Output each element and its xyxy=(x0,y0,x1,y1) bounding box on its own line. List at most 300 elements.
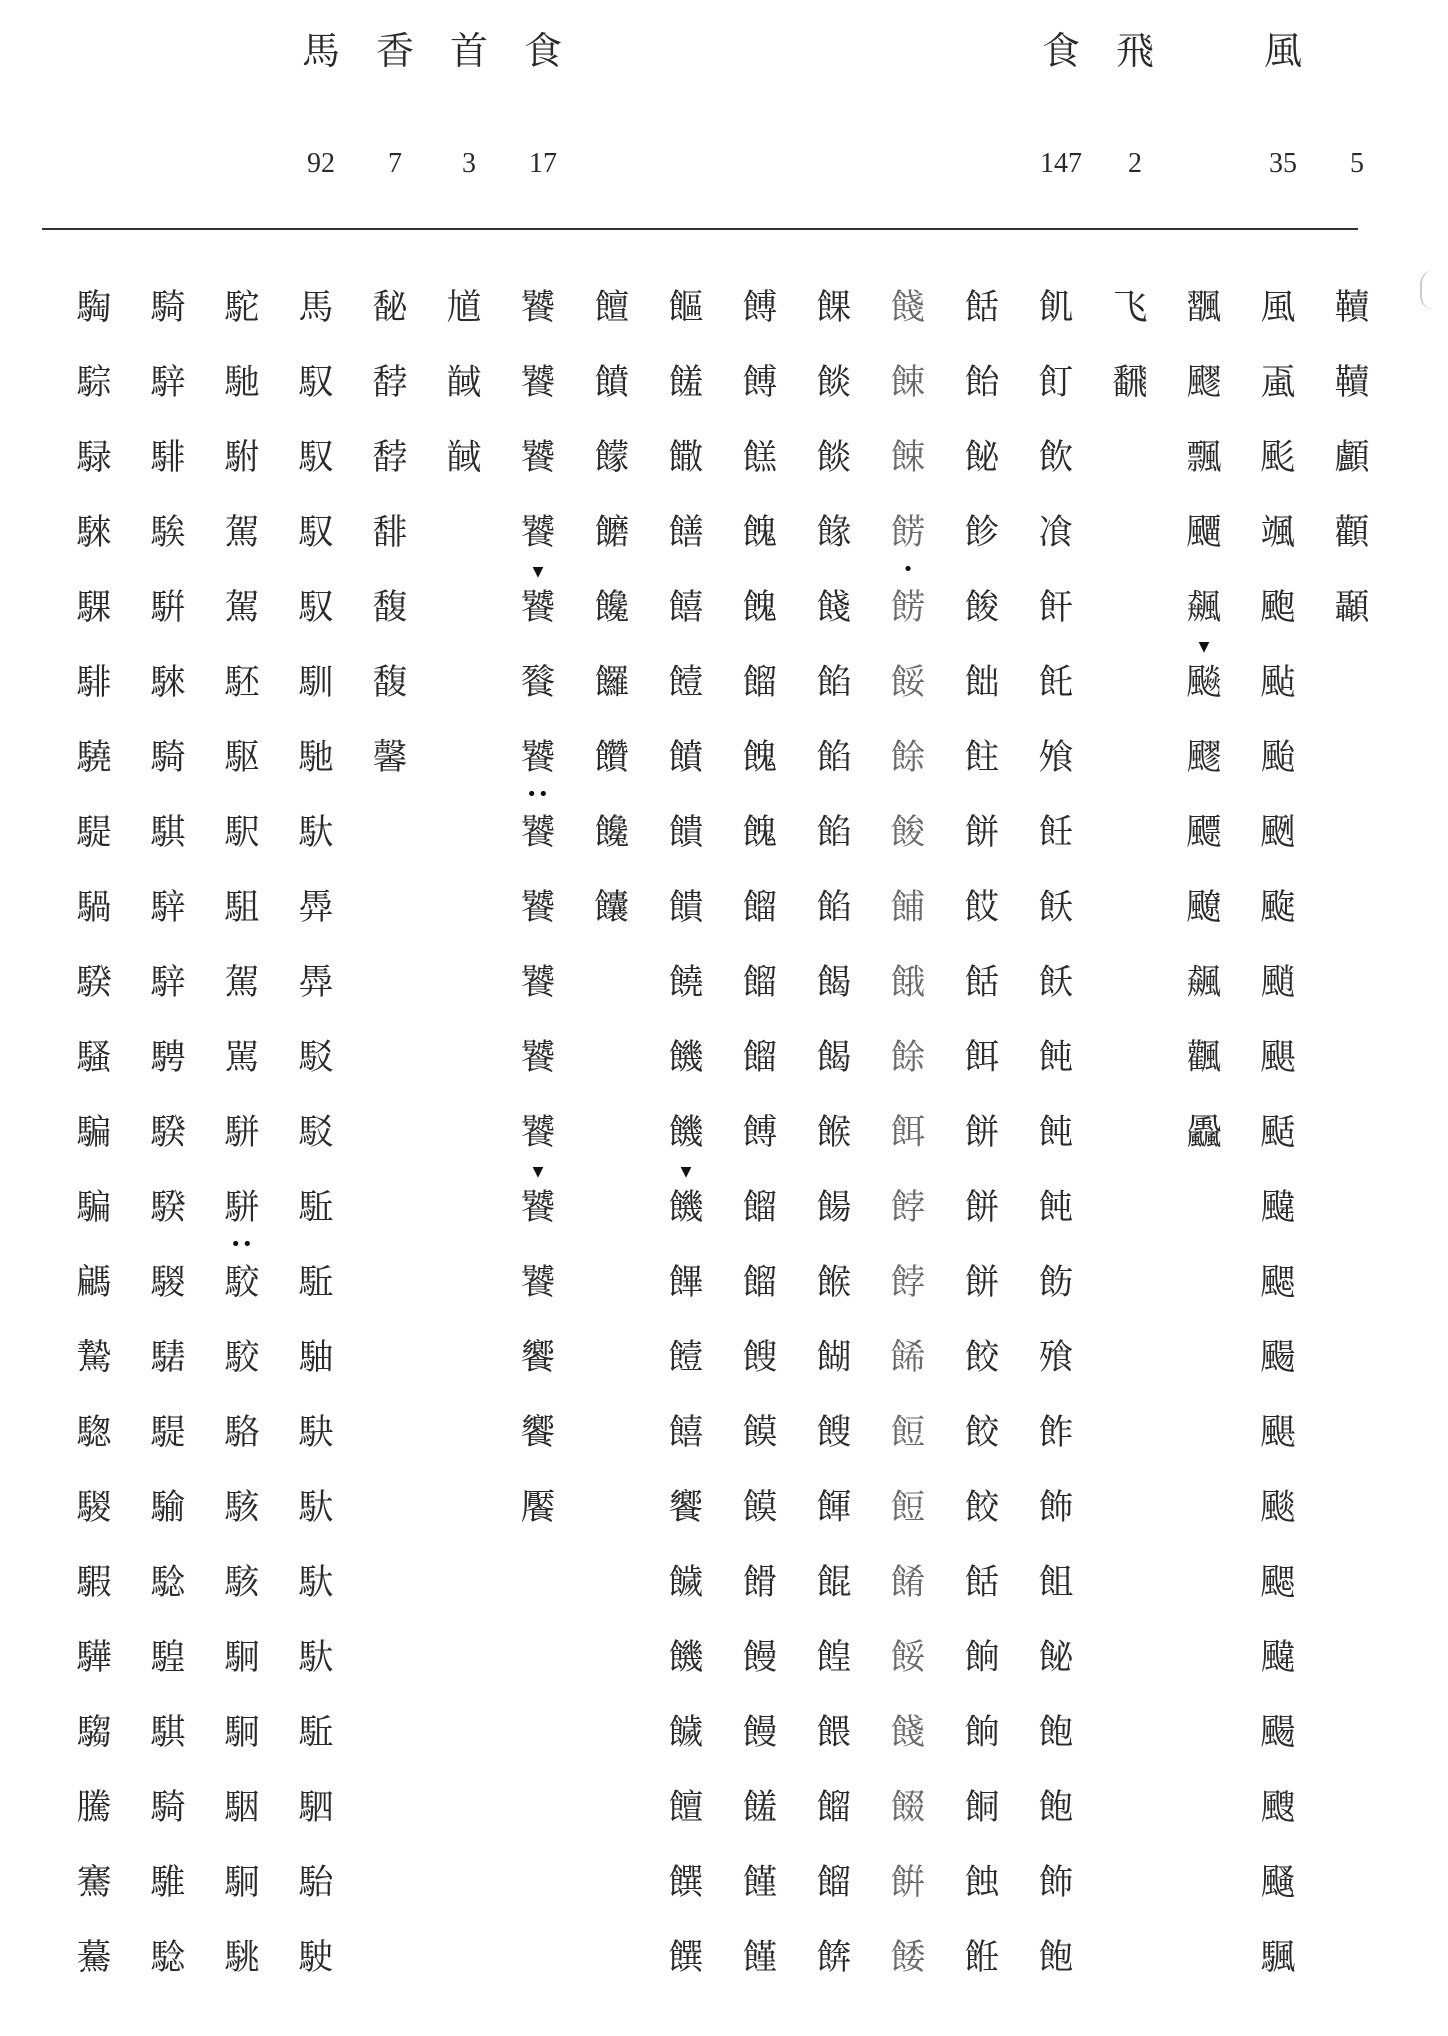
character-cell: 飿 xyxy=(964,663,1000,703)
character-cell: 餂 xyxy=(964,288,1000,328)
character-cell: 饆 xyxy=(668,1263,704,1303)
character-cell: 饅 xyxy=(742,1638,778,1678)
character-cell: 餟 xyxy=(890,1788,926,1828)
character-cell: 餃 xyxy=(964,1488,1000,1528)
character-cell: 飧 xyxy=(1038,738,1074,778)
character-cell: 騗 xyxy=(76,1263,112,1303)
character-cell: 饑 xyxy=(668,1113,704,1153)
character-cell: 馞 xyxy=(372,438,408,478)
character-cell: 馥 xyxy=(372,663,408,703)
character-cell: 駕 xyxy=(224,513,260,553)
character-cell: 餁 xyxy=(964,1938,1000,1978)
character-cell: 蝕 xyxy=(964,1863,1000,1903)
character-cell: 颾 xyxy=(1260,1863,1296,1903)
character-cell: 饇 xyxy=(668,288,704,328)
character-cell: 騟 xyxy=(150,1488,186,1528)
character-cell: 飷 xyxy=(1038,1563,1074,1603)
character-cell: 餛 xyxy=(816,1563,852,1603)
character-cell: 颹 xyxy=(1260,1638,1296,1678)
character-cell: 飲 xyxy=(1038,438,1074,478)
character-cell: 馭 xyxy=(298,513,334,553)
character-cell: 餙 xyxy=(890,1338,926,1378)
character-cell: 餘 xyxy=(890,738,926,778)
character-cell: 飳 xyxy=(964,738,1000,778)
character-column xyxy=(358,278,422,803)
character-cell: 駮 xyxy=(224,1338,260,1378)
character-cell: 騁 xyxy=(150,1038,186,1078)
radical-count: 7 xyxy=(388,148,402,179)
character-cell: 騜 xyxy=(150,1638,186,1678)
character-cell: 餽 xyxy=(742,513,778,553)
character-cell: 餡 xyxy=(816,813,852,853)
character-cell: 颺 xyxy=(1260,1338,1296,1378)
character-cell: 餞 xyxy=(816,588,852,628)
character-cell: 饍 xyxy=(668,513,704,553)
character-cell: 餬 xyxy=(816,1338,852,1378)
character-cell: 飦 xyxy=(1038,588,1074,628)
character-cell: 餜 xyxy=(816,288,852,328)
character-cell: 颸 xyxy=(1260,1563,1296,1603)
character-column xyxy=(654,278,718,2003)
character-cell: 餃 xyxy=(964,1338,1000,1378)
character-cell: 颸 xyxy=(1260,1263,1296,1303)
character-column xyxy=(950,278,1014,2003)
radical-count: 2 xyxy=(1128,148,1142,179)
character-cell: 餘 xyxy=(890,1038,926,1078)
character-cell: 饃 xyxy=(742,1413,778,1453)
character-cell: 餔 xyxy=(890,888,926,928)
character-cell: 駣 xyxy=(224,1938,260,1978)
character-cell: • 餝 xyxy=(876,578,940,653)
character-cell: 饌 xyxy=(668,1863,704,1903)
radical-count: 5 xyxy=(1350,148,1364,179)
character-cell: ▼ 饕 xyxy=(506,578,570,653)
character-cell: 饡 xyxy=(594,738,630,778)
character-cell: 餉 xyxy=(964,1713,1000,1753)
character-cell: 餂 xyxy=(964,963,1000,1003)
character-cell: 駱 xyxy=(224,1413,260,1453)
character-cell: 騢 xyxy=(76,1563,112,1603)
character-cell: 駁 xyxy=(298,1038,334,1078)
character-cell: 餚 xyxy=(890,1563,926,1603)
character-cell: 驀 xyxy=(76,1938,112,1978)
character-cell: 駘 xyxy=(298,1863,334,1903)
character-cell: 駰 xyxy=(224,1788,260,1828)
character-cell: 饑 xyxy=(668,1638,704,1678)
character-cell: 餲 xyxy=(816,963,852,1003)
character-cell: 餿 xyxy=(742,1338,778,1378)
character-cell: 饈 xyxy=(668,363,704,403)
character-cell: 飁 xyxy=(1186,288,1222,328)
character-cell: 馱 xyxy=(298,1638,334,1678)
character-cell: 駙 xyxy=(224,438,260,478)
radical-label: 首 xyxy=(449,29,488,73)
radical-label: 香 xyxy=(375,29,414,73)
character-cell: 颩 xyxy=(1260,438,1296,478)
character-cell: 駃 xyxy=(298,1413,334,1453)
character-cell: 騞 xyxy=(150,1338,186,1378)
character-cell: 颹 xyxy=(1260,1188,1296,1228)
character-cell: 饘 xyxy=(668,1788,704,1828)
character-cell: 飩 xyxy=(1038,1188,1074,1228)
character-cell: 馱 xyxy=(298,1488,334,1528)
character-cell: 駢 xyxy=(224,1113,260,1153)
character-cell: 餤 xyxy=(816,363,852,403)
character-cell: 騃 xyxy=(150,513,186,553)
character-cell: 騂 xyxy=(150,363,186,403)
character-column xyxy=(210,278,274,2003)
character-cell: 駉 xyxy=(224,1638,260,1678)
character-cell: 駉 xyxy=(224,1713,260,1753)
character-cell: 颲 xyxy=(1260,813,1296,853)
character-cell: 餻 xyxy=(742,438,778,478)
character-cell: 驍 xyxy=(76,738,112,778)
character-cell: 餅 xyxy=(964,1188,1000,1228)
character-cell: 饑 xyxy=(668,1038,704,1078)
character-cell: 颴 xyxy=(1260,888,1296,928)
character-cell: 餇 xyxy=(964,1788,1000,1828)
character-cell: 颶 xyxy=(1260,1413,1296,1453)
character-cell: 騂 xyxy=(150,963,186,1003)
character-cell: 騤 xyxy=(76,963,112,1003)
character-cell: 馳 xyxy=(224,363,260,403)
character-cell: 騎 xyxy=(150,1788,186,1828)
character-cell: 騎 xyxy=(150,738,186,778)
character-cell: ▼ 飈 xyxy=(1172,653,1236,728)
character-cell: 飶 xyxy=(1038,1638,1074,1678)
character-cell: 騣 xyxy=(76,1488,112,1528)
character-column xyxy=(284,278,348,2003)
character-cell: 駈 xyxy=(298,1263,334,1303)
character-cell: 餠 xyxy=(890,1863,926,1903)
character-cell: 餅 xyxy=(964,813,1000,853)
character-cell: 騤 xyxy=(150,1188,186,1228)
character-cell: 騍 xyxy=(76,588,112,628)
character-cell: 騫 xyxy=(76,1863,112,1903)
character-cell: 餕 xyxy=(890,813,926,853)
character-cell: 餕 xyxy=(964,588,1000,628)
character-cell: 饌 xyxy=(668,1938,704,1978)
character-cell: 颷 xyxy=(1260,1488,1296,1528)
page-edge-mark xyxy=(1420,270,1436,310)
character-column xyxy=(432,278,496,503)
character-cell: 餴 xyxy=(816,1938,852,1978)
character-cell: 騣 xyxy=(150,1263,186,1303)
character-cell: 飞 xyxy=(1112,288,1148,328)
character-cell: 餗 xyxy=(890,363,926,403)
character-cell: 饎 xyxy=(668,1413,704,1453)
radical-count: 3 xyxy=(462,148,476,179)
character-cell: 餱 xyxy=(816,1263,852,1303)
character-cell: 餡 xyxy=(816,663,852,703)
character-cell: 餅 xyxy=(964,1113,1000,1153)
character-cell: 餞 xyxy=(890,288,926,328)
character-cell: 餀 xyxy=(964,888,1000,928)
character-cell: 颳 xyxy=(1260,1113,1296,1153)
character-cell: 馵 xyxy=(298,888,334,928)
character-cell: 餒 xyxy=(890,1638,926,1678)
radical-label: 馬 xyxy=(301,29,340,73)
character-column xyxy=(1246,278,1310,2003)
character-cell: 餽 xyxy=(742,813,778,853)
character-cell: 騐 xyxy=(150,1563,186,1603)
radical-count: 147 xyxy=(1040,148,1082,179)
character-cell: 駎 xyxy=(298,1338,334,1378)
character-cell: 餝 xyxy=(890,513,926,553)
character-cell: 颱 xyxy=(1260,738,1296,778)
character-cell: 飫 xyxy=(1038,963,1074,1003)
character-cell: 餿 xyxy=(816,1413,852,1453)
character-cell: 馡 xyxy=(372,513,408,553)
character-cell: 餺 xyxy=(742,363,778,403)
character-cell: 餌 xyxy=(964,1038,1000,1078)
character-cell: 餽 xyxy=(742,588,778,628)
character-cell: 饋 xyxy=(668,813,704,853)
character-column xyxy=(728,278,792,2003)
character-cell: 颺 xyxy=(1260,1713,1296,1753)
character-cell: 風 xyxy=(1260,288,1296,328)
character-cell: 饕 xyxy=(520,438,556,478)
character-cell: 顳 xyxy=(1334,588,1370,628)
character-cell: 駢 xyxy=(224,1188,260,1228)
character-cell: 饘 xyxy=(594,288,630,328)
character-cell: 餧 xyxy=(890,1938,926,1978)
character-cell: 颭 xyxy=(1260,663,1296,703)
character-cell: 馘 xyxy=(446,438,482,478)
character-cell: 騏 xyxy=(150,1713,186,1753)
character-cell: 餺 xyxy=(742,1113,778,1153)
character-cell: 駆 xyxy=(224,738,260,778)
character-cell: 馱 xyxy=(298,1563,334,1603)
character-cell: 颼 xyxy=(1260,1788,1296,1828)
character-cell: 餤 xyxy=(816,438,852,478)
character-cell: 騎 xyxy=(150,288,186,328)
character-cell: 駝 xyxy=(224,288,260,328)
character-cell: 馳 xyxy=(298,738,334,778)
character-cell: 騙 xyxy=(76,1113,112,1153)
character-cell: 饕 xyxy=(520,738,556,778)
character-cell: 餱 xyxy=(816,1113,852,1153)
character-cell: •• 饕 xyxy=(506,803,570,878)
character-cell: 韇 xyxy=(1334,288,1370,328)
character-cell: 饙 xyxy=(668,738,704,778)
character-cell: 駉 xyxy=(224,1863,260,1903)
character-cell: 餓 xyxy=(890,963,926,1003)
character-cell: 騋 xyxy=(76,513,112,553)
character-cell: 饉 xyxy=(742,1938,778,1978)
character-cell: 饉 xyxy=(742,1863,778,1903)
character-cell: 饐 xyxy=(668,663,704,703)
character-cell: 駓 xyxy=(224,663,260,703)
character-cell: 颪 xyxy=(1260,363,1296,403)
character-cell: 馴 xyxy=(298,663,334,703)
character-cell: 騊 xyxy=(76,288,112,328)
character-cell: 馱 xyxy=(298,813,334,853)
character-cell: 騤 xyxy=(150,1113,186,1153)
character-cell: 騺 xyxy=(76,1338,112,1378)
character-cell: 饛 xyxy=(594,438,630,478)
character-cell: 飃 xyxy=(1186,813,1222,853)
character-cell: 騠 xyxy=(76,813,112,853)
character-cell: 馗 xyxy=(446,288,482,328)
character-cell: 飶 xyxy=(964,438,1000,478)
character-column xyxy=(136,278,200,2003)
character-cell: 饊 xyxy=(668,438,704,478)
character-cell: 餃 xyxy=(964,1413,1000,1453)
character-cell: 騶 xyxy=(76,1713,112,1753)
character-cell: 騋 xyxy=(150,663,186,703)
character-cell: 餺 xyxy=(742,288,778,328)
character-cell: 飴 xyxy=(964,363,1000,403)
character-cell: 飉 xyxy=(1186,888,1222,928)
character-cell: 顴 xyxy=(1334,513,1370,553)
character-cell: 騏 xyxy=(150,813,186,853)
character-cell: 騘 xyxy=(76,1413,112,1453)
character-cell: 飢 xyxy=(1038,288,1074,328)
character-cell: 餶 xyxy=(742,1563,778,1603)
radical-label: 食 xyxy=(523,29,562,73)
character-cell: 餫 xyxy=(816,1488,852,1528)
character-cell: 饒 xyxy=(668,963,704,1003)
radical-count: 17 xyxy=(529,148,557,179)
character-cell: 馘 xyxy=(446,363,482,403)
character-cell: 餾 xyxy=(816,1863,852,1903)
character-cell: 餾 xyxy=(816,1788,852,1828)
character-cell: 騅 xyxy=(150,1863,186,1903)
character-cell: 餉 xyxy=(964,1638,1000,1678)
character-cell: 饐 xyxy=(668,1338,704,1378)
character-cell: 颮 xyxy=(1260,588,1296,628)
character-cell: 餭 xyxy=(816,1638,852,1678)
character-cell: 饃 xyxy=(742,1488,778,1528)
character-cell: 餾 xyxy=(742,963,778,1003)
character-cell: 饅 xyxy=(742,1713,778,1753)
character-cell: 騠 xyxy=(150,1413,186,1453)
character-cell: 饕 xyxy=(520,1263,556,1303)
character-cell: 騑 xyxy=(150,438,186,478)
character-cell: 駁 xyxy=(298,1113,334,1153)
radical-count: 35 xyxy=(1269,148,1297,179)
character-cell: 馬 xyxy=(298,288,334,328)
character-cell: 馭 xyxy=(298,363,334,403)
character-cell: 餾 xyxy=(742,1188,778,1228)
character-cell: 饈 xyxy=(742,1788,778,1828)
character-cell: 餾 xyxy=(742,1263,778,1303)
character-cell: 飱 xyxy=(1038,1338,1074,1378)
character-cell: 馝 xyxy=(372,288,408,328)
radical-label: 飛 xyxy=(1115,29,1154,73)
character-cell: 饕 xyxy=(520,1113,556,1153)
character-cell: 駕 xyxy=(224,588,260,628)
character-cell: 驊 xyxy=(76,1638,112,1678)
character-cell: 騂 xyxy=(150,888,186,928)
character-cell: 颶 xyxy=(1260,1038,1296,1078)
character-cell: 駡 xyxy=(224,1038,260,1078)
character-cell: 颵 xyxy=(1260,963,1296,1003)
character-cell: 馞 xyxy=(372,363,408,403)
character-cell: 颿 xyxy=(1260,1938,1296,1978)
radical-label: 風 xyxy=(1263,29,1302,73)
character-cell: 騧 xyxy=(76,888,112,928)
character-cell: 駟 xyxy=(298,1788,334,1828)
character-cell: ▼ 饕 xyxy=(506,1178,570,1253)
character-cell: 饙 xyxy=(594,363,630,403)
character-cell: 餑 xyxy=(890,1263,926,1303)
character-cell: 飌 xyxy=(1186,1038,1222,1078)
character-cell: 饝 xyxy=(594,513,630,553)
character-cell: 饕 xyxy=(520,288,556,328)
character-cell: 飜 xyxy=(1112,363,1148,403)
character-column xyxy=(1172,278,1236,1178)
character-cell: 餾 xyxy=(742,888,778,928)
character-cell: 饋 xyxy=(668,888,704,928)
character-cell: 騑 xyxy=(76,663,112,703)
character-cell: 飄 xyxy=(1186,438,1222,478)
character-cell: 饜 xyxy=(520,1488,556,1528)
character-cell: 駛 xyxy=(298,1938,334,1978)
character-cell: 騈 xyxy=(150,588,186,628)
character-cell: 餌 xyxy=(890,1113,926,1153)
character-cell: 餞 xyxy=(890,1713,926,1753)
character-cell: 饕 xyxy=(520,363,556,403)
character-cell: 飩 xyxy=(1038,1113,1074,1153)
character-cell: 飣 xyxy=(1038,363,1074,403)
radical-label: 食 xyxy=(1041,29,1080,73)
character-cell: 饗 xyxy=(520,1413,556,1453)
character-cell: 饖 xyxy=(668,1563,704,1603)
character-cell: 馭 xyxy=(298,588,334,628)
character-column xyxy=(802,278,866,2003)
character-cell: 飥 xyxy=(1038,663,1074,703)
character-cell: 駔 xyxy=(224,888,260,928)
character-cell: 餡 xyxy=(816,738,852,778)
character-cell: 饕 xyxy=(520,513,556,553)
character-column xyxy=(876,278,940,2003)
character-cell: 飅 xyxy=(1186,513,1222,553)
character-column xyxy=(1024,278,1088,2003)
character-cell: 飫 xyxy=(1038,888,1074,928)
character-cell: 餳 xyxy=(816,1188,852,1228)
character-cell: 饎 xyxy=(668,588,704,628)
character-cell: 飍 xyxy=(1186,1113,1222,1153)
character-cell: 饕 xyxy=(520,888,556,928)
character-cell: 餽 xyxy=(742,738,778,778)
character-cell: 餯 xyxy=(816,513,852,553)
character-cell: 餖 xyxy=(890,1488,926,1528)
character-cell: 騐 xyxy=(150,1938,186,1978)
character-cell: ▼ 饑 xyxy=(654,1178,718,1253)
character-cell: 饞 xyxy=(594,588,630,628)
character-cell: 馭 xyxy=(298,438,334,478)
character-cell: 餮 xyxy=(520,663,556,703)
character-cell: 飂 xyxy=(1186,363,1222,403)
character-cell: 饖 xyxy=(668,1713,704,1753)
character-cell: 駭 xyxy=(224,1563,260,1603)
character-cell: 飩 xyxy=(1038,1038,1074,1078)
character-cell: •• 駮 xyxy=(210,1253,274,1328)
character-cell: 飽 xyxy=(1038,1938,1074,1978)
character-cell: 颯 xyxy=(1260,513,1296,553)
character-cell: 餾 xyxy=(742,1038,778,1078)
character-cell: 餲 xyxy=(816,1038,852,1078)
character-cell: 饗 xyxy=(520,1338,556,1378)
character-cell: 飽 xyxy=(1038,1788,1074,1828)
character-cell: 餖 xyxy=(890,1413,926,1453)
character-cell: 饠 xyxy=(594,663,630,703)
character-cell: 饕 xyxy=(520,1038,556,1078)
character-cell: 騷 xyxy=(76,1038,112,1078)
character-cell: 駕 xyxy=(224,963,260,1003)
